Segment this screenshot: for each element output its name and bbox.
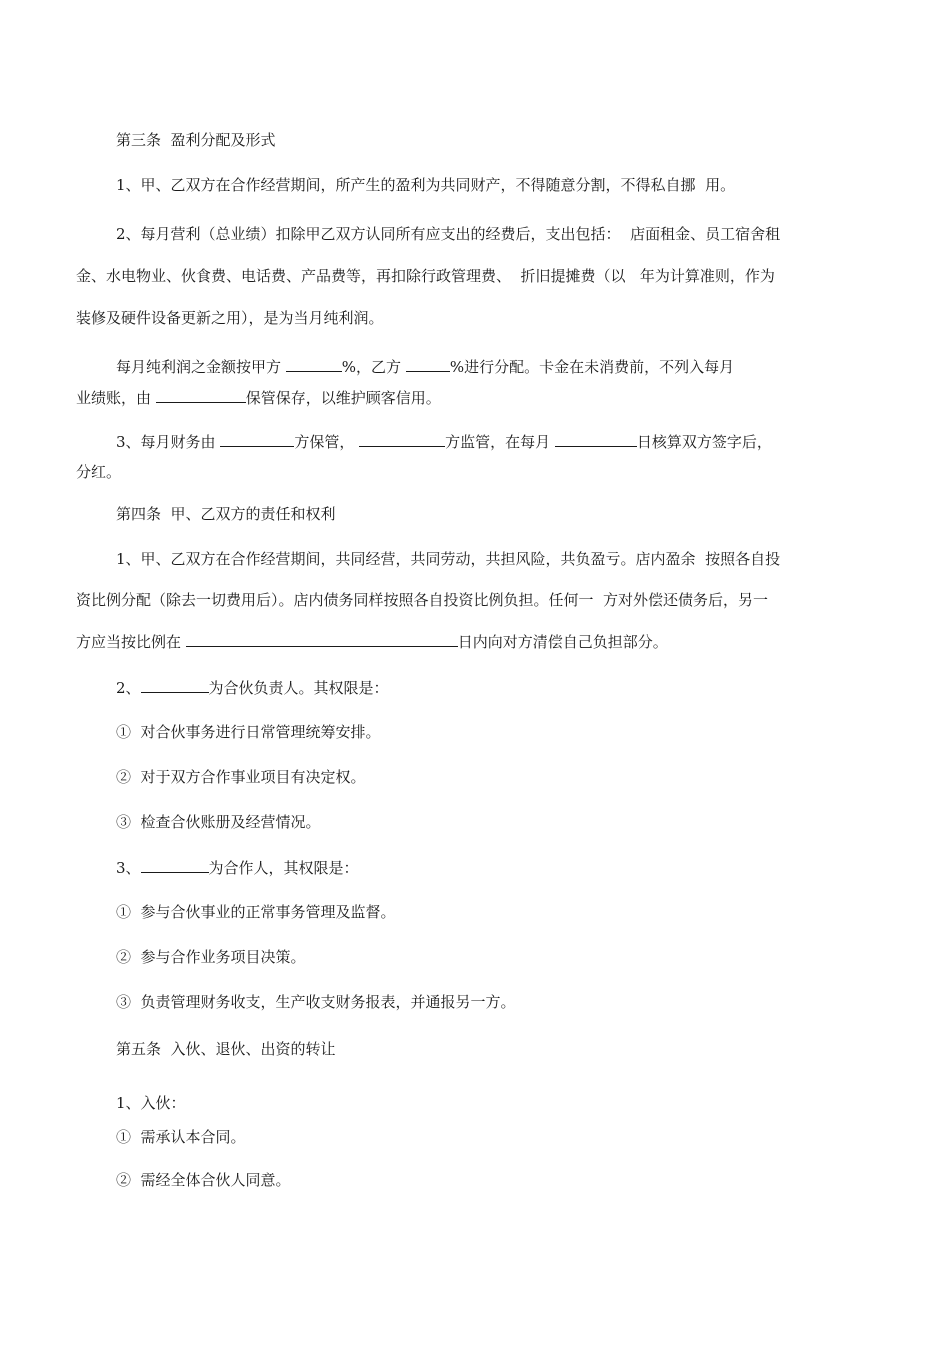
- article-3-heading: 第三条 盈利分配及形式: [116, 131, 276, 149]
- clause-2-number: 2、: [116, 679, 141, 697]
- profit-split-text-b: %，乙方: [341, 358, 406, 376]
- article-4-clause-2: [116, 677, 389, 698]
- article-4-clause-1-line-2: 资比例分配（除去一切费用后）。店内债务同样按照各自投资比例负担。任何一 方对外偿还债务后，另一: [76, 591, 769, 609]
- finance-text-b: 方保管，: [294, 433, 360, 451]
- finance-text-c: 方监管，在每月: [445, 433, 555, 451]
- article-4-heading: 第四条 甲、乙双方的责任和权利: [116, 505, 336, 523]
- profit-split-text-d: 业绩账，由: [76, 389, 156, 407]
- article-5-heading: 第五条 入伙、退伙、出资的转让: [116, 1040, 336, 1058]
- party-b-percent-blank: [406, 356, 450, 372]
- repayment-days-blank: [186, 631, 458, 647]
- list-item: ② 对于双方合作事业项目有决定权。: [116, 768, 366, 786]
- clause-2-text: 为合伙负责人。其权限是：: [208, 679, 389, 697]
- article-3-profit-split-line-1: [116, 356, 734, 377]
- article-3-clause-2-line-1: 2、每月营利（总业绩）扣除甲乙双方认同所有应支出的经费后，支出包括： 店面租金、员工宿舍租: [116, 225, 781, 243]
- profit-split-text-c: %进行分配。卡金在未消费前，不列入每月: [449, 358, 735, 376]
- list-item: ② 需经全体合伙人同意。: [116, 1171, 291, 1189]
- list-item: ① 对合伙事务进行日常管理统筹安排。: [116, 723, 381, 741]
- article-3-clause-2-line-3: 装修及硬件设备更新之用），是为当月纯利润。: [76, 309, 384, 327]
- finance-supervisor-blank: [359, 431, 445, 447]
- partner-in-charge-blank: [141, 677, 209, 693]
- article-3-clause-2-line-2: 金、水电物业、伙食费、电话费、产品费等，再扣除行政管理费、 折旧提摊费（以 年为计算准则，作为: [76, 267, 775, 285]
- debt-text-a: 方应当按比例在: [76, 633, 186, 651]
- profit-split-text-a: 每月纯利润之金额按甲方: [116, 358, 286, 376]
- list-item: ① 参与合伙事业的正常事务管理及监督。: [116, 903, 396, 921]
- custodian-blank: [156, 387, 246, 403]
- article-5-clause-1: 1、入伙：: [116, 1094, 186, 1112]
- party-a-percent-blank: [286, 356, 342, 372]
- profit-split-text-e: 保管保存，以维护顾客信用。: [245, 389, 441, 407]
- debt-text-b: 日内向对方清偿自己负担部分。: [457, 633, 668, 651]
- article-3-clause-1: 1、甲、乙双方在合作经营期间，所产生的盈利为共同财产，不得随意分割，不得私自挪 用。: [116, 176, 736, 194]
- article-4-clause-1-line-1: 1、甲、乙双方在合作经营期间，共同经营，共同劳动，共担风险，共负盈亏。店内盈余 按照各自投: [116, 550, 781, 568]
- list-item: ③ 检查合伙账册及经营情况。: [116, 813, 321, 831]
- cooperator-blank: [141, 857, 209, 873]
- clause-3-number: 3、: [116, 859, 141, 877]
- article-3-clause-3-line-2: 分红。: [76, 463, 122, 481]
- finance-keeper-blank: [220, 431, 294, 447]
- finance-text-d: 日核算双方签字后，: [636, 433, 772, 451]
- article-4-clause-3: [116, 857, 359, 878]
- settlement-day-blank: [555, 431, 637, 447]
- article-3-clause-3-line-1: [116, 431, 772, 452]
- article-3-profit-split-line-2: [76, 387, 441, 408]
- finance-text-a: 3、每月财务由: [116, 433, 221, 451]
- clause-3-text: 为合作人，其权限是：: [208, 859, 359, 877]
- list-item: ③ 负责管理财务收支，生产收支财务报表，并通报另一方。: [116, 993, 516, 1011]
- list-item: ① 需承认本合同。: [116, 1128, 246, 1146]
- list-item: ② 参与合作业务项目决策。: [116, 948, 306, 966]
- article-4-clause-1-line-3: [76, 631, 668, 652]
